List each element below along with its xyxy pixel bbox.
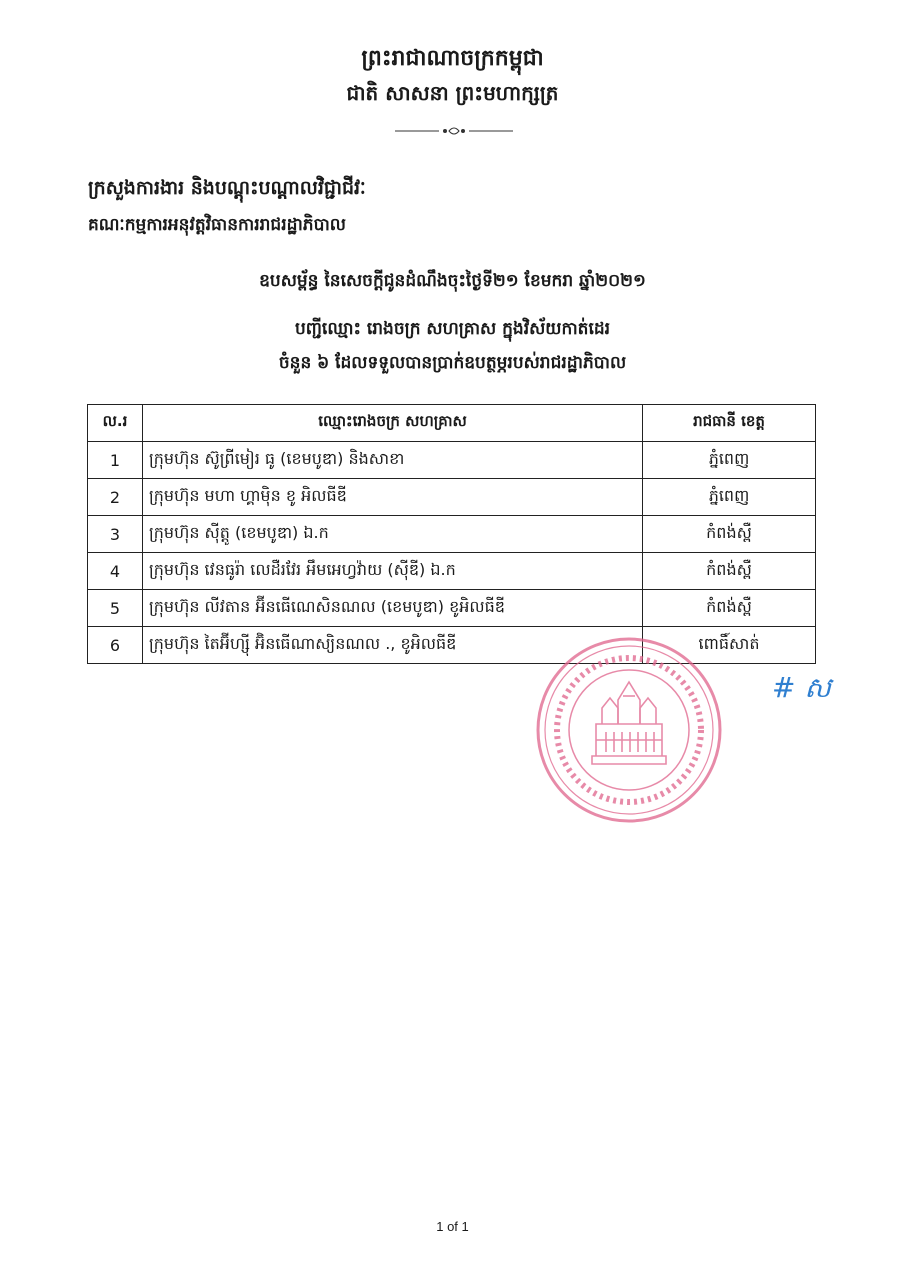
factory-table xyxy=(87,404,816,664)
header-name: ឈ្មោះរោងចក្រ សហគ្រាស xyxy=(143,405,643,442)
national-motto: ជាតិ សាសនា ព្រះមហាក្សត្រ xyxy=(346,81,559,105)
row-province: កំពង់ស្ពឺ xyxy=(643,553,816,590)
table-row xyxy=(88,590,816,627)
table-header-row xyxy=(88,405,816,442)
row-no: 6 xyxy=(88,627,143,664)
handwritten-initials: # ស xyxy=(772,671,832,704)
row-name: ក្រុមហ៊ុន តៃអ៊ីហ្ស៊ី អ៊ិនធើណាស្យិនណល ., ខូអិលធីឌី xyxy=(143,627,643,664)
table-row xyxy=(88,516,816,553)
header-province: រាជធានី ខេត្ត xyxy=(643,405,816,442)
annex-title: ឧបសម្ព័ន្ធ នៃសេចក្តីជូនដំណឹងចុះថ្ងៃទី២១ ខែមករា ឆ្នាំ២០២១ xyxy=(259,271,646,291)
list-subtitle: ចំនួន ៦ ដែលទទួលបានប្រាក់ឧបត្ថម្ភរបស់រាជរដ្ឋាភិបាល xyxy=(278,353,627,373)
row-province: ពោធិ៍សាត់ xyxy=(643,627,816,664)
row-province: ភ្នំពេញ xyxy=(643,442,816,479)
row-name: ក្រុមហ៊ុន វេនធូរ៉ា លេដឺរវែរ អឹមអេហ្វវ៉ាយ (ស៊ីឌី) ឯ.ក xyxy=(143,553,643,590)
row-province: កំពង់ស្ពឺ xyxy=(643,516,816,553)
row-no: 1 xyxy=(88,442,143,479)
row-name: ក្រុមហ៊ុន លីវតាន អ៊ីនធើណេសិនណល (ខេមបូឌា) ខូអិលធីឌី xyxy=(143,590,643,627)
kingdom-title: ព្រះរាជាណាចក្រកម្ពុជា xyxy=(361,45,544,71)
row-no: 3 xyxy=(88,516,143,553)
table-row xyxy=(88,479,816,516)
ministry-name: ក្រសួងការងារ និងបណ្តុះបណ្តាលវិជ្ជាជីវៈ xyxy=(88,177,366,199)
page-number: 1 of 1 xyxy=(436,1219,469,1234)
row-no: 2 xyxy=(88,479,143,516)
ornament-divider xyxy=(395,124,513,138)
row-no: 4 xyxy=(88,553,143,590)
row-name: ក្រុមហ៊ុន ស៊ីត្តូ (ខេមបូឌា) ឯ.ក xyxy=(143,516,643,553)
row-name: ក្រុមហ៊ុន មហា ហ្គាម៉ិន ខូ អិលធីឌី xyxy=(143,479,643,516)
committee-name: គណៈកម្មការអនុវត្តវិធានការរាជរដ្ឋាភិបាល xyxy=(88,215,346,235)
row-province: កំពង់ស្ពឺ xyxy=(643,590,816,627)
row-name: ក្រុមហ៊ុន ស៊ូព្រីមៀរ ធូ (ខេមបូឌា) និងសាខា xyxy=(143,442,643,479)
table-row xyxy=(88,553,816,590)
official-seal-stamp xyxy=(534,636,724,824)
row-no: 5 xyxy=(88,590,143,627)
row-province: ភ្នំពេញ xyxy=(643,479,816,516)
header-no: ល.រ xyxy=(88,405,143,442)
list-title: បញ្ជីឈ្មោះ រោងចក្រ សហគ្រាស ក្នុងវិស័យកាត់ដេរ xyxy=(294,319,611,339)
table-row xyxy=(88,442,816,479)
